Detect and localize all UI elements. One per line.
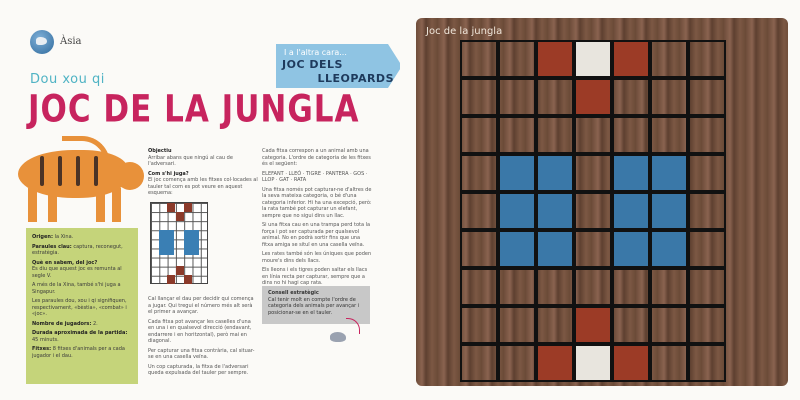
board-cell — [688, 192, 726, 230]
tiger-stripe — [40, 156, 44, 186]
board-cell — [460, 116, 498, 154]
board-cell — [574, 230, 612, 268]
mouse-illustration — [330, 332, 346, 342]
game-board — [416, 18, 788, 386]
setup-text: El joc comença amb les fitxes col·locades al tauler tal com es pot veure en aquest esquema: — [148, 177, 258, 196]
what-value: Es diu que aquest joc es remunta al segle V. — [32, 266, 122, 279]
board-cell — [460, 268, 498, 306]
rules-column-3 — [262, 148, 372, 290]
mini-lair — [184, 203, 192, 212]
board-cell — [460, 192, 498, 230]
how-label: Com s'hi juga? — [148, 170, 189, 177]
board-cell — [574, 306, 612, 344]
board-cell — [688, 230, 726, 268]
board-cell — [498, 154, 536, 192]
board-cell — [536, 78, 574, 116]
board-cell — [688, 154, 726, 192]
board-cell — [650, 192, 688, 230]
board-cell — [574, 192, 612, 230]
objective-column — [148, 148, 258, 200]
board-cell — [650, 40, 688, 78]
mini-lair — [176, 266, 184, 275]
board-label: Joc de la jungla — [426, 26, 503, 37]
banner-title-line1: JOC DELS — [282, 58, 343, 71]
game-subtitle: Dou xou qi — [30, 72, 105, 87]
board-cell — [536, 344, 574, 382]
board-cell — [612, 154, 650, 192]
rule-text: Un cop capturada, la fitxa de l'adversari queda expulsada del tauler per sempre. — [148, 363, 249, 376]
tiger-stripe — [94, 156, 98, 186]
page-title: JOC DE LA JUNGLA — [28, 88, 360, 132]
rule-text: Cada fitxa pot avançar les caselles d'una en una i en qualsevol direcció (endavant, endarrere i en horitzontal), però mai en diagonal. — [148, 318, 252, 344]
spread-text: A més de la Xina, també s'hi juga a Singapur. — [32, 282, 121, 295]
strategy-tip-box — [262, 286, 370, 324]
tiger-leg — [112, 188, 121, 222]
chinese-words-text: Les paraules dou, xou i qi signifiquen, respectivament, «bèstia», «combat» i «joc». — [32, 298, 127, 317]
board-cell — [498, 116, 536, 154]
rule-text: Una fitxa només pot capturar-ne d'altres de la seva mateixa categoria, o bé d'una categoria inferior. Hi ha una excepció, però: la rata també pot capturar un elefant, sempre que no sigui dins un llac. — [262, 186, 372, 219]
board-cell — [536, 116, 574, 154]
tokens-value: 8 fitxes d'animals per a cada jugador i el dau. — [32, 346, 125, 359]
board-cell — [688, 344, 726, 382]
rule-text: Cada fitxa correspon a un animal amb una categoria. L'ordre de categoria de les fitxes és el següent: — [262, 148, 371, 167]
board-cell — [536, 154, 574, 192]
duration-value: 45 minuts. — [32, 336, 59, 343]
board-cell — [536, 268, 574, 306]
board-cell — [650, 154, 688, 192]
tiger-stripe — [76, 156, 80, 186]
origin-label: Origen: — [32, 234, 53, 240]
banner-intro: I a l'altra cara... — [284, 48, 347, 57]
tiger-leg — [28, 188, 37, 222]
board-cell — [650, 116, 688, 154]
objective-label: Objectiu — [148, 148, 172, 154]
board-cell — [460, 306, 498, 344]
globe-icon — [30, 30, 54, 54]
duration-label: Durada aproximada de la partida: — [32, 330, 128, 336]
rule-text: Per capturar una fitxa contrària, cal situar-se en una casella veïna. — [148, 347, 255, 360]
board-cell — [688, 40, 726, 78]
rule-text: Les rates també són les úniques que poden moure's dins dels llacs. — [262, 251, 372, 264]
rule-text: Els lleons i els tigres poden saltar els llacs en línia recta per capturar, sempre que a dins no hi hagi cap rata. — [262, 267, 368, 286]
mini-lair — [184, 275, 192, 284]
tiger-leg — [48, 188, 57, 222]
origin-value: la Xina. — [54, 234, 74, 240]
what-label: Què en sabem, del joc? — [32, 259, 98, 266]
mini-board-diagram — [150, 202, 208, 284]
keywords-label: Paraules clau: — [32, 243, 72, 250]
rule-text: Cal llançar el dau per decidir qui comença a jugar. Qui tregui el número més alt serà el primer a avançar. — [148, 296, 254, 315]
board-cell — [498, 40, 536, 78]
keywords-value: captura, reconegut, estratègia. — [32, 243, 123, 256]
tip-text: Cal tenir molt en compte l'ordre de categoria dels animals per avançar i posicionar-se en el tauler. — [268, 296, 360, 316]
board-cell — [612, 78, 650, 116]
mini-lair — [176, 212, 184, 221]
board-cell — [574, 116, 612, 154]
rank-order: ELEFANT · LLEÓ · TIGRE · PANTERA · GOS · LLOP · GAT · RATA — [262, 170, 368, 183]
tiger-leg — [96, 188, 105, 222]
players-label: Nombre de jugadors: — [32, 320, 92, 327]
rule-text: Si una fitxa cau en una trampa perd tota la força i pot ser capturada per qualsevol animal. No en podrà sortir fins que una fitxa amiga se situï en una casella veïna. — [262, 222, 371, 248]
board-cell — [498, 78, 536, 116]
board-cell — [498, 230, 536, 268]
board-cell — [688, 116, 726, 154]
board-cell — [498, 268, 536, 306]
board-cell — [460, 344, 498, 382]
objective-text: Arribar abans que ningú al cau de l'adversari. — [148, 154, 233, 167]
board-cell — [536, 192, 574, 230]
board-cell — [612, 230, 650, 268]
tip-label: Consell estratègic — [268, 290, 319, 296]
board-cell — [536, 40, 574, 78]
tiger-stripe — [58, 156, 62, 186]
players-value: 2. — [93, 320, 98, 327]
board-cell — [574, 344, 612, 382]
board-cell — [460, 40, 498, 78]
board-cell — [650, 344, 688, 382]
board-cell — [498, 344, 536, 382]
board-cell — [612, 40, 650, 78]
mini-lake — [184, 230, 199, 255]
board-cell — [612, 192, 650, 230]
rules-column-2 — [148, 296, 258, 380]
board-cell — [688, 78, 726, 116]
tiger-head — [116, 162, 144, 190]
board-cell — [460, 154, 498, 192]
board-cell — [612, 344, 650, 382]
mini-lake — [159, 230, 174, 255]
board-cell — [460, 230, 498, 268]
board-cell — [650, 230, 688, 268]
board-cell — [612, 116, 650, 154]
board-cell — [498, 306, 536, 344]
board-cell — [574, 268, 612, 306]
board-cell — [536, 306, 574, 344]
board-cell — [574, 78, 612, 116]
mini-lair — [167, 203, 175, 212]
board-cell — [688, 306, 726, 344]
board-cell — [498, 192, 536, 230]
board-cell — [650, 268, 688, 306]
flip-side-banner — [276, 44, 400, 88]
board-cell — [536, 230, 574, 268]
right-page — [400, 0, 800, 400]
banner-title-line2: LLEOPARDS — [317, 72, 394, 85]
region-label: Àsia — [60, 36, 82, 47]
board-cell — [612, 268, 650, 306]
board-cell — [650, 306, 688, 344]
info-box — [26, 228, 138, 384]
board-cell — [612, 306, 650, 344]
mini-lair — [167, 275, 175, 284]
board-cell — [688, 268, 726, 306]
board-cell — [574, 154, 612, 192]
tokens-label: Fitxes: — [32, 346, 52, 352]
board-cell — [574, 40, 612, 78]
board-cell — [460, 78, 498, 116]
board-cell — [650, 78, 688, 116]
